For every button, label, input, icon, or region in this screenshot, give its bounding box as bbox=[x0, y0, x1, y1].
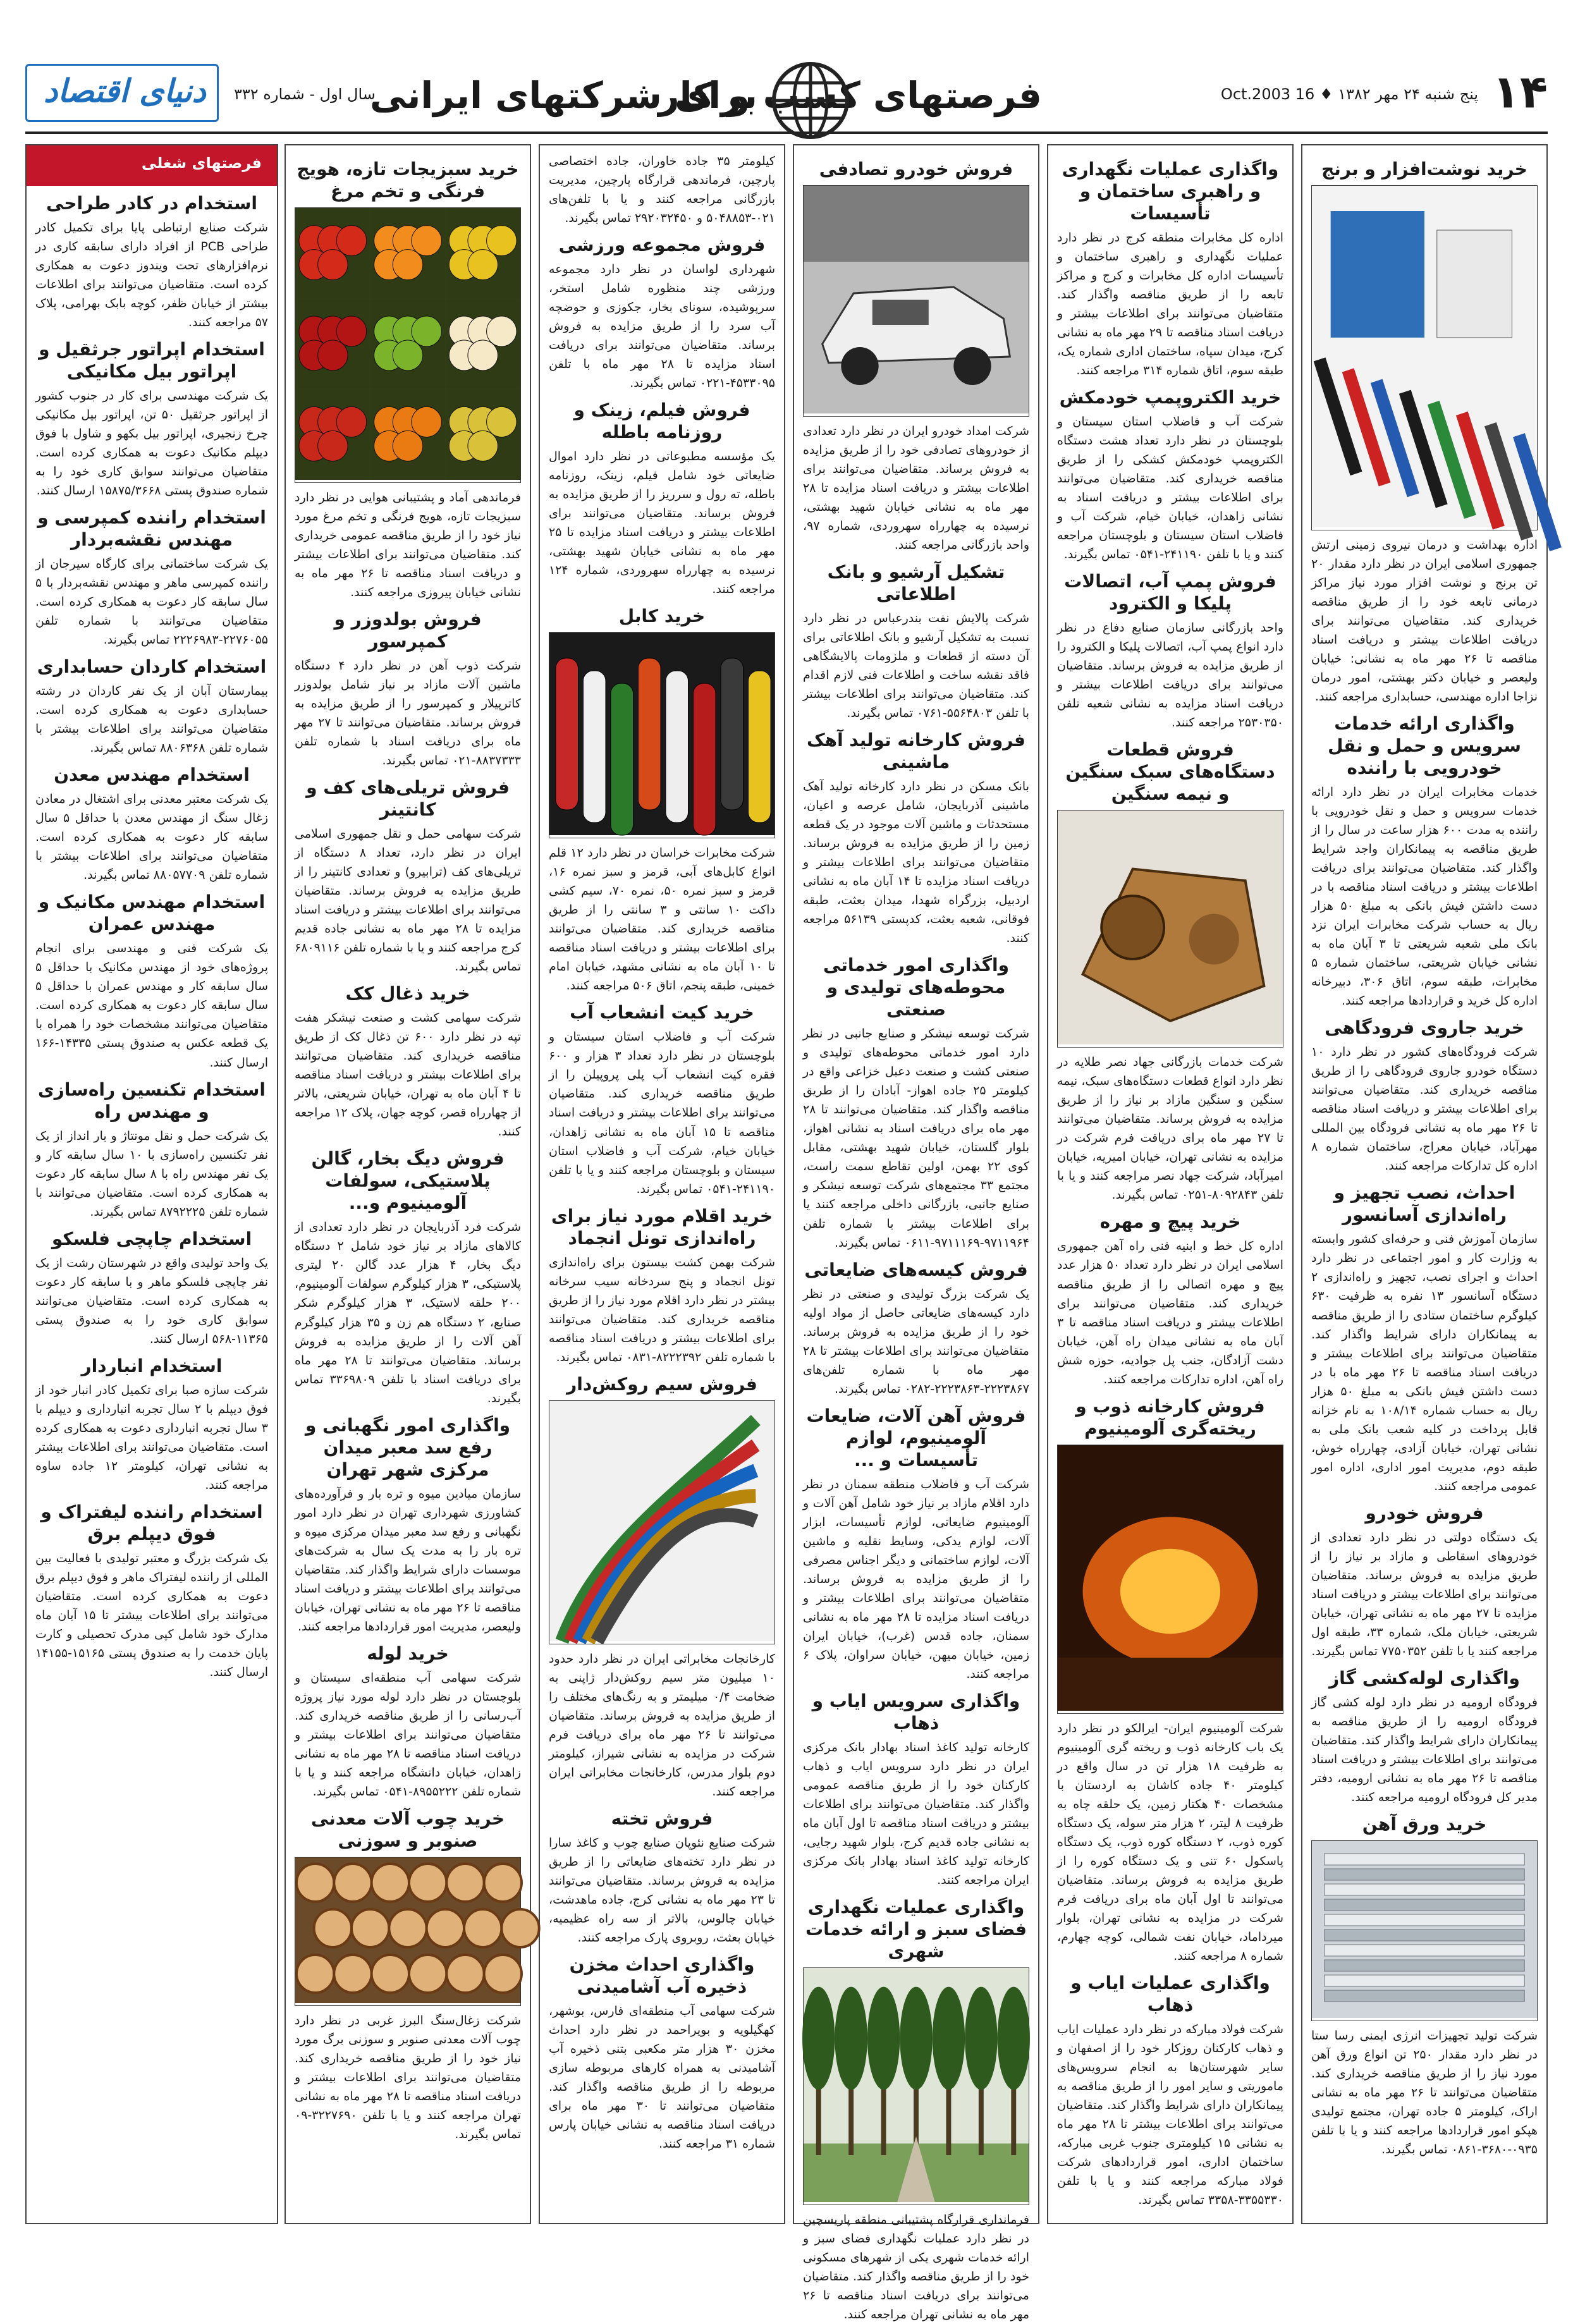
ad-body: شرکت توسعه نیشکر و صنایع جانبی در نظر دارد امور خدماتی محوطه‌های تولیدی و صنعتی کشت و صنعت دعبل خزاعی واقع در کیلومتر ۲۵ جاده اهواز- آبادان را از طریق مناقصه واگذار کند. متقاضیان می‌توانند تا ۲۸ مهر ماه برای دریافت اسناد به نشانی اهواز، بلوار گلستان، خیابان شهید بهشتی، مقابل کوی ۲۲ بهمن، اولین تقاطع سمت راست، مجتمع ۳۳ مجتمع‌های شرکت توسعه نیشکر و صنایع جانبی، بازرگانی داخلی مراجعه کنند یا برای اطلاعات بیشتر با شماره تلفن ۹۷۱۱۹۶۴-۹۷۱۱۱۶۹-۰۶۱۱ تماس بگیرند. bbox=[803, 1027, 1029, 1250]
ad-body: کارخانه تولید کاغذ اسناد بهادار بانک مرکزی ایران در نظر دارد سرویس ایاب و ذهاب کارکنان خود را از طریق مناقصه عمومی واگذار کند. متقاضیان می‌توانند برای اطلاعات بیشتر و دریافت اسناد مناقصه تا اول آبان ماه به نشانی جاده قدیم کرج، بلوار شهید رجایی، کارخانه تولید کاغذ اسناد بهادار بانک مرکزی ایران مراجعه کنند. bbox=[803, 1740, 1029, 1887]
ad-title: واگذاری عملیات نگهداری و راهبری ساختمان و تأسیسات bbox=[1062, 159, 1279, 224]
ad-body: سازمان آموزش فنی و حرفه‌ای کشور وابسته به وزارت کار و امور اجتماعی در نظر دارد احداث و اجرای نصب، تجهیز و راه‌اندازی ۲ دستگاه آسانسور ۱۳ نفره به ظرفیت ۶۳۰ کیلوگرم ساختمان ستادی را از طریق مناقصه به پیمانکاران دارای شرایط واگذار کند. متقاضیان می‌توانند برای اطلاعات بیشتر و دریافت اسناد مناقصه تا ۲۶ مهر ماه با در دست داشتن فیش بانکی به مبلغ ۵۰ هزار ریال به حساب شماره ۱۰۸/۱۴ به نام خزانه قابل پرداخت در کلیه شعب بانک ملی به نشانی تهران، خیابان آزادی، چهارراه خوش، طبقه دوم، مدیریت امور اداری، اداره امور عمومی مراجعه کنند. bbox=[1311, 1232, 1538, 1493]
ad-title: فروش پمپ آب، اتصالات پلیکا و الکترود bbox=[1064, 571, 1276, 615]
ad-title: استخدام تکنسین راه‌سازی و مهندس راه bbox=[38, 1079, 266, 1122]
ad-title: استخدام مهندس معدن bbox=[54, 764, 250, 786]
ad-title: خرید جاروی فرودگاهی bbox=[1325, 1017, 1524, 1039]
sheet-metal-photo bbox=[1311, 1840, 1538, 2021]
ad-title: استخدام کاردان حسابداری bbox=[37, 656, 267, 678]
vegetables-photo bbox=[295, 207, 521, 483]
ad-body: اداره کل خط و ابنیه فنی راه آهن جمهوری اسلامی ایران در نظر دارد تعداد ۵۰ هزار عدد پیچ و مهره اتصالی را از طریق مناقصه خریداری کند. متقاضیان می‌توانند برای اطلاعات بیشتر و دریافت اسناد مناقصه تا ۳ آبان ماه به نشانی میدان راه آهن، خیابان دشت آزادگان، جنب پل جوادیه، حوزه شش راه آهن، اداره تدارکات مراجعه کنند. bbox=[1057, 1239, 1284, 1386]
ad-title: خرید پیچ و مهره bbox=[1099, 1211, 1241, 1233]
ad-title: تشکیل آرشیو و بانک اطلاعاتی bbox=[827, 561, 1005, 605]
ad-body: شرکت صنایع ارتباطی پایا برای تکمیل کادر طراحی PCB از افراد دارای سابقه کاری در نرم‌افزارهای تحت ویندوز دعوت به همکاری کرده است. متقاضیان می‌توانند برای اطلاعات بیشتر از خیابان ظفر، کوچه بابک بهرامی، پلاک ۵۷ مراجعه کنند. bbox=[35, 221, 268, 330]
ad-title: واگذاری عملیات ایاب و ذهاب bbox=[1070, 1972, 1270, 2015]
ad-title: استخدام راننده کمپرسی و مهندس نقشه‌بردار bbox=[37, 507, 266, 551]
ad-body: یک شرکت معتبر معدنی برای اشتغال در معادن زغال سنگ از مهندس معدن با حداقل ۵ سال سابقه کار دعوت به همکاری کرده است. متقاضیان می‌توانند برای اطلاعات بیشتر با شماره تلفن ۸۸۰۵۷۷۰۹ تماس بگیرند. bbox=[35, 792, 268, 883]
ad-body: فرماندهی آماد و پشتیبانی هوایی در نظر دارد سبزیجات تازه، هویج فرنگی و تخم مرغ مورد نیاز خود را از طریق مناقصه عمومی خریداری کند. متقاضیان می‌توانند برای اطلاعات بیشتر و دریافت اسناد مناقصه تا ۲۶ مهر ماه به نشانی خیابان پیروزی مراجعه کنند. bbox=[295, 491, 522, 600]
foundry-photo bbox=[1057, 1445, 1283, 1714]
ad-title: فروش آهن آلات، ضایعات آلومینیوم، لوازم تأسیسات و ... bbox=[806, 1405, 1026, 1471]
wrecked-car-photo bbox=[803, 185, 1029, 417]
ad-body: شرکت خدمات بازرگانی جهاد نصر طلایه در نظر دارد انواع قطعات دستگاه‌های سبک، نیمه سنگین و سنگین مازاد بر نیاز را از طریق مزایده به فروش برساند. متقاضیان می‌توانند تا ۲۷ مهر ماه برای دریافت فرم شرکت در مزایده به نشانی تهران، خیابان امیریه، خیابان امیرآباد، شرکت جهاد نصر مراجعه کنند و یا با تلفن ۸۰۹۲۸۴۳-۰۲۵۱ تماس بگیرند. bbox=[1057, 1055, 1283, 1202]
ad-body: شرکت تولید تجهیزات انرژی ایمنی رسا ستا در نظر دارد مقدار ۲۵۰ تن انواع ورق آهن مورد نیاز را از طریق مناقصه خریداری کند. متقاضیان می‌توانند تا ۲۶ مهر ماه به نشانی اراک، کیلومتر ۵ جاده تهران، مجتمع تولیدی هپکو امور قراردادها مراجعه کنند و یا با تلفن ۰۹۳۵-۳۶۸۰-۰۸۶۱ تماس بگیرند. bbox=[1311, 2028, 1538, 2156]
ad-title: فروش کیسه‌های ضایعاتی bbox=[804, 1259, 1028, 1280]
ad-title: استخدام اپراتور جرثقیل و اپراتور بیل مکانیکی bbox=[39, 339, 265, 382]
jobs-section-header bbox=[27, 145, 277, 186]
column-5 bbox=[285, 144, 531, 2224]
ad-body: یک شرکت ساختمانی برای کارگاه سیرجان از راننده کمپرسی ماهر و مهندس نقشه‌بردار با ۵ سال سابقه کار دعوت به همکاری کرده است. متقاضیان می‌توانند با شماره تلفن ۲۲۷۶۰۵۵-۲۲۲۶۹۸۳ تماس بگیرند. bbox=[35, 557, 268, 647]
ad-body: شرکت فرودگاه‌های کشور در نظر دارد ۱۰ دستگاه خودرو جاروی فرودگاهی را از طریق مناقصه خریداری کند. متقاضیان می‌توانند برای اطلاعات بیشتر و دریافت اسناد مناقصه تا ۲۶ مهر ماه به نشانی فرودگاه بین المللی مهرآباد، خیابان معراج، ساختمان شماره ۸ اداره کل تدارکات مراجعه کنند. bbox=[1311, 1045, 1538, 1173]
column-1 bbox=[1301, 144, 1548, 2224]
wires-photo bbox=[549, 1400, 775, 1644]
ad-body: خدمات مخابرات ایران در نظر دارد ارائه خدمات سرویس و حمل و نقل خودرویی با راننده به مدت ۶۰۰ هزار ساعت در سال را از طریق مناقصه به پیمانکاران واجد شرایط واگذار کند. متقاضیان می‌توانند برای دریافت اطلاعات بیشتر و دریافت اسناد مناقصه با در دست داشتن فیش بانکی به مبلغ ۵۰ هزار ریال به حساب شرکت مخابرات ایران نزد بانک ملی شعبه شریعتی تا ۳ آبان ماه به نشانی خیابان شریعتی، ساختمان شماره ۵ مخابرات، طبقه سوم، اتاق ۳۰۶، دبیرخانه اداره کل خرید و قراردادها مراجعه کنند. bbox=[1311, 785, 1538, 1008]
ad-body: بیمارستان آبان از یک نفر کاردان در رشته حسابداری دعوت به همکاری کرده است. متقاضیان می‌توانند برای اطلاعات بیشتر با شماره تلفن ۸۸۰۶۳۶۸ تماس بگیرند. bbox=[35, 684, 268, 755]
ad-title: فروش کارخانه تولید آهک ماشینی bbox=[806, 730, 1025, 773]
ad-body: کارخانجات مخابراتی ایران در نظر دارد حدود ۱۰ میلیون متر سیم روکش‌دار ژاپنی به ضخامت ۰/۴ میلیمتر و به رنگ‌های مختلف را از طریق مزایده به فروش برساند. متقاضیان می‌توانند تا ۲۶ مهر ماه برای دریافت فرم شرکت در مزایده به نشانی شیراز، کیلومتر دوم بلوار مدرس، کارخانجات مخابراتی ایران مراجعه کنند. bbox=[549, 1651, 776, 1799]
ad-title: فروش دیگ بخار، گالن پلاستیکی، سولفات آلومینیوم و... bbox=[311, 1148, 505, 1214]
ad-title: فروش فیلم، زینک و روزنامه باطله bbox=[573, 400, 750, 443]
ad-title: خرید کیت انشعاب آب bbox=[570, 1002, 754, 1024]
globe-icon bbox=[770, 60, 851, 141]
ad-title: فروش خودرو bbox=[1365, 1502, 1484, 1524]
ad-title: خرید اقلام مورد نیاز برای راه‌اندازی تونل انجماد bbox=[551, 1205, 773, 1249]
ad-body: اداره بهداشت و درمان نیروی زمینی ارتش جمهوری اسلامی ایران در نظر دارد مقدار ۲۰ تن برنج و نوشت افزار مورد نیاز مراکز درمانی تابعه خود را از طریق مناقصه خریداری کند. متقاضیان می‌توانند برای دریافت اطلاعات بیشتر و دریافت اسناد مناقصه تا ۲۶ مهر ماه به نشانی: خیابان ولیعصر و خیابان دکتر بهشتی، امور درمان نزاجا اداره مهندسی، حسابداری مراجعه کنند. bbox=[1311, 538, 1538, 704]
ad-body: یک شرکت بزرگ تولیدی و صنعتی در نظر دارد کیسه‌های ضایعاتی حاصل از مواد اولیه خود را از طریق مزایده به فروش برساند. متقاضیان می‌توانند برای اطلاعات بیشتر تا ۲۸ مهر ماه با شماره تلفن‌های ۲۲۲۳۸۶۷-۲۲۲۳۸۶۳-۰۲۸۲ تماس بگیرند. bbox=[803, 1287, 1029, 1396]
ad-body: شرکت ذوب آهن در نظر دارد ۴ دستگاه ماشین آلات مازاد بر نیاز شامل بولدوزر کاترپیلار و کمپرسور را از طریق مزایده به فروش برساند. متقاضیان می‌توانند تا ۲۷ مهر ماه برای دریافت اسناد با شماره تلفن ۸۸۳۷۳۳۳-۰۲۱ تماس بگیرند. bbox=[295, 659, 522, 768]
logs-photo bbox=[295, 1857, 521, 2006]
ad-body: یک شرکت بزرگ و معتبر تولیدی با فعالیت بین المللی از راننده لیفتراک ماهر و فوق دیپلم برق دعوت به همکاری کرده است. متقاضیان می‌توانند برای اطلاعات بیشتر تا ۱۵ آبان ماه مدارک خود شامل کپی مدرک تحصیلی و کارت پایان خدمت را به صندوق پستی ۱۵۱۶۵-۱۴۱۵۵ ارسال کنند. bbox=[35, 1551, 268, 1679]
ad-body: شرکت بهمن کشت بیستون برای راه‌اندازی تونل انجماد و پنج سردخانه سیب سرخانه بیشتر در نظر دارد اقلام مورد نیاز را از طریق مناقصه خریداری کند. متقاضیان می‌توانند برای اطلاعات بیشتر و دریافت اسناد مناقصه با شماره تلفن ۸۲۲۲۳۹۲-۰۸۳۱ تماس بگیرند. bbox=[549, 1255, 775, 1364]
column-3 bbox=[793, 144, 1039, 2321]
ad-title: خرید سبزیجات تازه، هویج فرنگی و تخم مرغ bbox=[297, 159, 519, 202]
ad-title: خرید چوب آلات معدنی صنوبر و سوزنی bbox=[310, 1807, 505, 1851]
ad-body: یک شرکت فنی و مهندسی برای انجام پروژه‌های خود از مهندس مکانیک با حداقل ۵ سال سابقه کار و مهندس عمران با حداقل ۵ سال سابقه کار دعوت به همکاری کرده است. متقاضیان می‌توانند مشخصات خود را همراه با یک قطعه عکس به صندوق پستی ۱۴۳۳۵-۱۶۶ ارسال کنند. bbox=[35, 941, 268, 1070]
ad-body: یک شرکت مهندسی برای کار در جنوب کشور از اپراتور جرثقیل ۵۰ تن، اپراتور بیل مکانیکی چرخ زنجیری، اپراتور بیل بکهو و شاول با فوق دیپلم مکانیک دعوت به همکاری کرده است. متقاضیان می‌توانند سوابق کاری خود را به شماره صندوق پستی ۱۵۸۷۵/۳۶۶۸ ارسال کنند. bbox=[35, 389, 269, 498]
ad-title: فروش تریلی‌های کف و کانتینر bbox=[306, 777, 510, 821]
ad-body: شرکت سهامی آب منطقه‌ای فارس، بوشهر، کهگیلویه و بویراحمد در نظر دارد احداث مخزن ۳۰ هزار متر مکعبی بتنی ذخیره آب آشامیدنی به همراه کارهای مربوطه سازی مربوطه را از طریق مناقصه واگذار کند. متقاضیان می‌توانند تا ۳۰ مهر ماه برای دریافت اسناد مناقصه به نشانی خیابان پارس شماره ۳۱ مراجعه کنند. bbox=[549, 2003, 775, 2151]
cables-photo bbox=[549, 632, 775, 838]
ad-body: فرمانداری قرارگاه پشتیبانی منطقه پاریسچین در نظر دارد عملیات نگهداری فضای سبز و ارائه خدمات شهری یکی از شهرهای مسکونی خود را از طریق مناقصه واگذار کند. متقاضیان می‌توانند برای دریافت اسناد مناقصه تا ۲۶ مهر ماه به نشانی تهران مراجعه کنند. bbox=[803, 2212, 1029, 2321]
ad-body: شرکت سهامی کشت و صنعت نیشکر هفت تپه در نظر دارد ۶۰۰ تن ذغال کک از طریق مناقصه خریداری کند. متقاضیان می‌توانند برای اطلاعات بیشتر و دریافت اسناد مناقصه تا ۴ آبان ماه به تهران، خیابان شریعتی، بالاتر از چهارراه قصر، کوچه جهان، پلاک ۱۲ مراجعه کنند. bbox=[295, 1011, 522, 1139]
ad-title: فروش قطعات دستگاه‌های سبک سنگین و نیمه سنگین bbox=[1065, 739, 1275, 805]
column-4 bbox=[539, 144, 785, 2224]
ad-body: اداره کل مخابرات منطقه کرج در نظر دارد عملیات نگهداری و راهبری ساختمان و تأسیسات اداره کل مخابرات و کرج و مراکز تابعه را از طریق مناقصه واگذار کند. متقاضیان می‌توانند برای اطلاعات بیشتر و دریافت اسناد مناقصه تا ۲۹ مهر ماه به نشانی کرج، میدان سپاه، ساختمان اداری شماره یک، طبقه سوم، اتاق شماره ۳۱۴ مراجعه کنند. bbox=[1057, 231, 1283, 378]
ad-body: شرکت سهامی حمل و نقل جمهوری اسلامی ایران در نظر دارد، تعداد ۸ دستگاه از تریلی‌های کف (ترابیرو) و تعدادی کانتینر را از طریق مزایده به فروش برساند. متقاضیان می‌توانند برای اطلاعات بیشتر و دریافت اسناد مزایده تا ۲۸ مهر ماه به نشانی جاده قدیم کرج مراجعه کنند و یا با شماره تلفن ۶۸۰۹۱۱۶ تماس بگیرند. bbox=[295, 827, 521, 974]
ad-body: شرکت پالایش نفت بندرعباس در نظر دارد نسبت به تشکیل آرشیو و بانک اطلاعاتی برای آن دسته از قطعات و ملزومات پالایشگاهی فاقد نقشه ساخت و اطلاعات فنی لازم اقدام کند. متقاضیان می‌توانند برای اطلاعات بیشتر با تلفن ۵۵۶۴۸۰۳-۰۷۶۱ تماس بگیرند. bbox=[803, 611, 1029, 721]
newspaper-logo: دنیای اقتصاد bbox=[25, 64, 219, 122]
ad-title: فروش بولدوزر و کمپرسور bbox=[334, 609, 482, 652]
ad-body: یک مؤسسه مطبوعاتی در نظر دارد اموال ضایعاتی خود شامل فیلم، زینک، روزنامه باطله، ته رول و سرریز را از طریق مزایده به فروش برساند. متقاضیان می‌توانند برای اطلاعات بیشتر و دریافت اسناد مزایده تا ۲۵ مهر ماه به نشانی خیابان شهید بهشتی، نرسیده به چهارراه سهروردی، شماره ۱۲۴ مراجعه کنند. bbox=[549, 450, 775, 597]
year-issue: سال اول - شماره ۳۳۲ bbox=[234, 85, 376, 103]
ad-title: فروش مجموعه ورزشی bbox=[558, 235, 766, 256]
ad-title: استخدام راننده لیفتراک و فوق دیپلم برق bbox=[40, 1501, 263, 1544]
ad-title: استخدام چاپچی فلسکو bbox=[51, 1228, 252, 1249]
ad-body: واحد بازرگانی سازمان صنایع دفاع در نظر دارد انواع پمپ آب، اتصالات پلیکا و الکترود را از طریق مزایده به فروش برساند. متقاضیان می‌توانند برای دریافت اطلاعات بیشتر و دریافت اسناد مزایده به نشانی شعبه تلفن ۲۵۳۰۳۵۰ مراجعه کنند. bbox=[1057, 621, 1283, 730]
issue-date: پنج شنبه ۲۴ مهر ۱۳۸۲ ♦ 16 Oct.2003 bbox=[1220, 85, 1478, 103]
page-number: ۱۴ bbox=[1492, 65, 1548, 118]
ad-title: استخدام انباردار bbox=[81, 1355, 223, 1376]
ad-body: شرکت فرد آذربایجان در نظر دارد تعدادی از کالاهای مازاد بر نیاز خود شامل ۲ دستگاه دیگ بخار، ۴ هزار عدد گالن ۲۰ لیتری پلاستیکی، ۳ هزار کیلوگرم سولفات آلومینیوم، ۲۰۰ حلقه لاستیک، ۳ هزار کیلوگرم شکر صنایع، ۲ دستگاه هم زن و ۳۵ هزار کیلوگرم آهن آلات را از طریق مزایده به فروش برساند. متقاضیان می‌توانند تا ۲۸ مهر ماه برای دریافت اسناد با تلفن ۳۳۶۹۸۰۹ تماس بگیرند. bbox=[295, 1220, 522, 1405]
column-2 bbox=[1047, 144, 1294, 2224]
ad-body: یک واحد تولیدی واقع در شهرستان رشت از یک نفر چاپچی فلسکو ماهر و با سابقه کار دعوت به همکاری کرده است. متقاضیان می‌توانند سوابق کاری خود را به صندوق پستی ۱۱۳۶۵-۵۶۸ ارسال کنند. bbox=[35, 1256, 268, 1346]
ad-title: فروش کارخانه ذوب و ریخته‌گری آلومینیوم bbox=[1075, 1395, 1265, 1439]
ad-body: شرکت آب و فاضلاب استان سیستان و بلوچستان در نظر دارد تعداد ۳ هزار و ۶۰۰ فقره کیت انشعاب آب پلی پروپیلن را از طریق مناقصه خریداری کند. متقاضیان می‌توانند برای اطلاعات بیشتر و دریافت اسناد مناقصه تا ۱۵ آبان ماه به نشانی زاهدان، خیابان خیام، شرکت آب و فاضلاب استان سیستان و بلوچستان مراجعه کنند و یا با تلفن ۲۴۱۱۹۰-۰۵۴۱ تماس بگیرند. bbox=[549, 1030, 775, 1196]
machine-part-photo bbox=[1057, 810, 1283, 1048]
ad-title: خرید ورق آهن bbox=[1362, 1813, 1487, 1835]
ad-title: فروش سیم روکش‌دار bbox=[566, 1373, 757, 1395]
ad-title: واگذاری ارائه خدمات سرویس و حمل و نقل خودرویی با راننده bbox=[1328, 713, 1521, 779]
ad-body: یک دستگاه دولتی در نظر دارد تعدادی از خودروهای اسقاطی و مازاد بر نیاز را از طریق مزایده به فروش برساند. متقاضیان می‌توانند برای اطلاعات بیشتر و دریافت اسناد مزایده تا ۲۷ مهر ماه به نشانی تهران، خیابان شریعتی، خیابان ملک، شماره ۳۳، طبقه اول مراجعه کنند یا با تلفن ۷۷۵۰۳۵۲ تماس بگیرند. bbox=[1311, 1530, 1538, 1658]
ad-body: شرکت آلومینیوم ایران- ایرالکو در نظر دارد یک باب کارخانه ذوب و ریخته گری آلومینیوم به ظرفیت ۱۸ هزار تن در سال واقع در کیلومتر ۴۰ جاده کاشان به اردستان با مشخصات ۴۰ هکتار زمین، یک حلقه چاه به ظرفیت ۸ لیتر، ۲ هزار متر سوله، یک دستگاه کوره ذوب، ۲ دستگاه کوره ذوب، یک دستگاه پاسکول ۶۰ تنی و یک دستگاه کوره را از طریق مزایده به فروش برساند. متقاضیان می‌توانند تا اول آبان ماه برای دریافت فرم شرکت در مزایده به نشانی تهران، بلوار میرداماد، خیابان نفت شمالی، کوچه چهارم، شماره ۸ مراجعه کنند. bbox=[1057, 1721, 1284, 1963]
ad-title: واگذاری احداث مخزن ذخیره آب آشامیدنی bbox=[569, 1954, 755, 1997]
ad-body: شرکت زغال‌سنگ البرز غربی در نظر دارد چوب آلات معدنی صنوبر و سوزنی برگ مورد نیاز خود را از طریق مناقصه خریداری کند. متقاضیان می‌توانند برای اطلاعات بیشتر و دریافت اسناد مناقصه تا ۲۸ مهر ماه به نشانی تهران مراجعه کنند و یا با تلفن ۳۲۲۷۶۹۰-۰۹ تماس بگیرند. bbox=[295, 2013, 521, 2141]
ad-title: خرید الکتروپمپ خودمکش bbox=[1059, 387, 1282, 408]
ad-body: شرکت مخابرات خراسان در نظر دارد ۱۲ قلم انواع کابل‌های آبی، قرمز و سبز نمره ۱۶، قرمز و سبز نمره ۵۰، نمره ۷۰، سیم کشی داکت ۱۰ سانتی و ۳ سانتی را از طریق مناقصه خریداری کند. متقاضیان می‌توانند برای اطلاعات بیشتر و دریافت اسناد مناقصه تا ۱۰ آبان ماه به نشانی مشهد، خیابان امام خمینی، طبقه پنجم، اتاق ۵۰۶ مراجعه کنند. bbox=[549, 846, 776, 993]
ad-body: شرکت آب و فاضلاب منطقه سمنان در نظر دارد اقلام مازاد بر نیاز خود شامل آهن آلات و آلومینیوم ضایعاتی، لوازم تأسیسات، ابزار آلات، لوازم یدکی، وسایط نقلیه و ماشین آلات، لوازم ساختمانی و دیگر اجناس مصرفی را از طریق مزایده به فروش برساند. متقاضیان می‌توانند برای اطلاعات بیشتر و دریافت اسناد مزایده تا ۲۸ مهر ماه به نشانی سمنان، جاده قدس (غرب)، خیابان ایران زمین، خیابان میهن، خیابان سراوان، پلاک ۶ مراجعه کنند. bbox=[803, 1477, 1030, 1681]
masthead bbox=[25, 60, 1548, 137]
ad-title: استخدام مهندس مکانیک و مهندس عمران bbox=[38, 891, 266, 935]
ad-title: احداث، نصب تجهیز و راه‌اندازی آسانسور bbox=[1333, 1182, 1515, 1226]
masthead-rule bbox=[25, 131, 1548, 134]
ad-title: واگذاری امور نگهبانی و رفع سد معبر میدان مرکزی شهر تهران bbox=[305, 1414, 511, 1480]
ad-title: خرید ذغال کک bbox=[345, 983, 470, 1005]
ad-body: بانک مسکن در نظر دارد کارخانه تولید آهک ماشینی آذربایجان، شامل عرصه و اعیان، مستحدثات و ماشین آلات موجود در یک قطعه زمین را از طریق مزایده به فروش برساند. متقاضیان می‌توانند برای اطلاعات بیشتر و دریافت اسناد مزایده تا ۱۴ آبان ماه به نشانی اردبیل، بزرگراه شهدا، میدان بعثت، طبقه فوقانی، شعبه بعثت، کدپستی ۵۶۱۳۹ مراجعه کنند. bbox=[803, 780, 1029, 946]
section-subtitle: برای شرکتهای ایرانی bbox=[369, 74, 757, 117]
ad-title: خرید کابل bbox=[618, 606, 706, 627]
section-title: فرصتهای کسب و کار bbox=[658, 74, 1042, 117]
ad-body: شرکت سهامی آب منطقه‌ای سیستان و بلوچستان در نظر دارد لوله مورد نیاز پروژه آب‌رسانی را از طریق مناقصه خریداری کند. متقاضیان می‌توانند برای اطلاعات بیشتر و دریافت اسناد مناقصه تا ۲۸ مهر ماه به نشانی زاهدان، خیابان دانشگاه مراجعه کنند و یا با شماره تلفن ۸۹۵۵۲۲۲-۰۵۴۱ تماس بگیرند. bbox=[295, 1670, 521, 1799]
ad-body: شرکت سازه صبا برای تکمیل کادر انبار خود از فوق دیپلم با ۲ سال تجربه انبارداری و دیپلم با ۳ سال تجربه انبارداری دعوت به همکاری کرده است. متقاضیان می‌توانند برای اطلاعات بیشتر به نشانی تهران، کیلومتر ۱۲ جاده ساوه مراجعه کنند. bbox=[35, 1383, 268, 1492]
ad-body: کیلومتر ۳۵ جاده خاوران، جاده اختصاصی پارچین، فرماندهی قرارگاه پارچین، مدیریت بازرگانی مراجعه کنند و یا با تلفن‌های ۰۲۱-۵۰۴۸۸۵۳ و ۲۹۲۰۳۲۴۵۰ تماس بگیرند. bbox=[549, 154, 775, 226]
column-6 bbox=[25, 144, 278, 2224]
trees-photo bbox=[803, 1967, 1029, 2205]
ad-title: واگذاری امور خدماتی محوطه‌های تولیدی و صنعتی bbox=[823, 955, 1009, 1020]
ad-body: سازمان میادین میوه و تره بار و فرآورده‌های کشاورزی شهرداری تهران در نظر دارد امور نگهبانی و رفع سد معبر میدان مرکزی میوه و تره بار را به مدت یک سال به شرکت‌های موسسات دارای شرایط واگذار کند. متقاضیان می‌توانند برای اطلاعات بیشتر و دریافت اسناد مناقصه تا ۲۶ مهر ماه به نشانی تهران، خیابان ولیعصر، مدیریت امور قراردادها مراجعه کنند. bbox=[295, 1486, 521, 1634]
ad-title: خرید لوله bbox=[367, 1642, 449, 1664]
ad-title: فروش تخته bbox=[611, 1807, 713, 1829]
ad-title: واگذاری سرویس ایاب و ذهاب bbox=[812, 1690, 1020, 1734]
ad-body: شرکت امداد خودرو ایران در نظر دارد تعدادی از خودروهای تصادفی خود را از طریق مزایده به فروش برساند. متقاضیان می‌توانند برای اطلاعات بیشتر و دریافت اسناد مزایده تا ۲۸ مهر ماه به نشانی خیابان شهید بهشتی، نرسیده به چهارراه سهروردی، شماره ۹۷، واحد بازرگانی مراجعه کنند. bbox=[803, 424, 1029, 553]
ad-title: خرید نوشت‌افزار و برنج bbox=[1321, 159, 1527, 180]
jobs-section-label: فرصتهای شغلی bbox=[141, 154, 262, 172]
ad-body: شرکت فولاد مبارکه در نظر دارد عملیات ایاب و ذهاب کارکنان روزکار خود را از اصفهان و سایر شهرستان‌ها به انجام سرویس‌های ماموریتی و سایر امور را از طریق مناقصه به پیمانکاران دارای شرایط واگذار کند. متقاضیان می‌توانند برای اطلاعات بیشتر تا ۲۸ مهر ماه به نشانی ۱۵ کیلومتری جنوب غربی مبارکه، ساختمان اداری، امور قراردادهای شرکت فولاد مبارکه مراجعه کنند و یا با تلفن ۳۳۵۵۳۳۰-۳۳۵۸ تماس بگیرند. bbox=[1057, 2022, 1284, 2207]
ad-title: واگذاری عملیات نگهداری فضای سبز و ارائه خدمات شهری bbox=[805, 1896, 1027, 1962]
pens-photo bbox=[1311, 185, 1538, 530]
ad-body: شهرداری لواسان در نظر دارد مجموعه ورزشی چند منظوره شامل استخر، سرپوشیده، سونای بخار، جکوزی و حوضچه آب سرد را از طریق مزایده به فروش برساند. متقاضیان می‌توانند برای دریافت اسناد مزایده تا ۲۸ مهر ماه با تلفن ۴۵۳۳۰۹۵-۰۲۲۱ تماس بگیرند. bbox=[549, 262, 775, 391]
ad-body: فرودگاه ارومیه در نظر دارد لوله کشی گاز فرودگاه ارومیه را از طریق مناقصه به پیمانکاران دارای شرایط واگذار کند. متقاضیان می‌توانند برای اطلاعات بیشتر و دریافت اسناد مناقصه تا ۲۶ مهر ماه به نشانی ارومیه، دفتر مدیر کل فرودگاه ارومیه مراجعه کنند. bbox=[1311, 1695, 1538, 1804]
ad-title: استخدام در کادر طراحی bbox=[46, 193, 257, 214]
ad-body: شرکت آب و فاضلاب استان سیستان و بلوچستان در نظر دارد تعداد هشت دستگاه الکتروپمپ خودمکش کشکی را از طریق مناقصه خریداری کند. متقاضیان می‌توانند برای اطلاعات بیشتر و دریافت اسناد به نشانی زاهدان، خیابان خیام، شرکت آب و فاضلاب استان سیستان و بلوچستان مراجعه کنند و یا با تلفن ۲۴۱۱۹۰-۰۵۴۱ تماس بگیرند. bbox=[1057, 415, 1283, 562]
ad-title: واگذاری لوله‌کشی گاز bbox=[1329, 1667, 1520, 1689]
ad-body: یک شرکت حمل و نقل مونتاژ و بار انداز از یک نفر تکنسین راه‌سازی با ۱۰ سال سابقه کار و یک نفر مهندس راه با ۸ سال سابقه کار دعوت به همکاری کرده است. متقاضیان می‌توانند با شماره تلفن ۸۷۹۲۲۲۵ تماس بگیرند. bbox=[35, 1128, 268, 1219]
ad-body: شرکت صنایع نئوپان صنایع چوب و کاغذ سارا در نظر دارد تخته‌های ضایعاتی را از طریق مزایده به فروش برساند. متقاضیان می‌توانند تا ۲۳ مهر ماه به نشانی کرج، جاده ماهدشت، خیابان چالوس، بالاتر از سه راه عظیمیه، خیابان بعثت، روبروی پارک مراجعه کنند. bbox=[549, 1835, 775, 1945]
ad-title: فروش خودرو تصادفی bbox=[819, 159, 1013, 180]
